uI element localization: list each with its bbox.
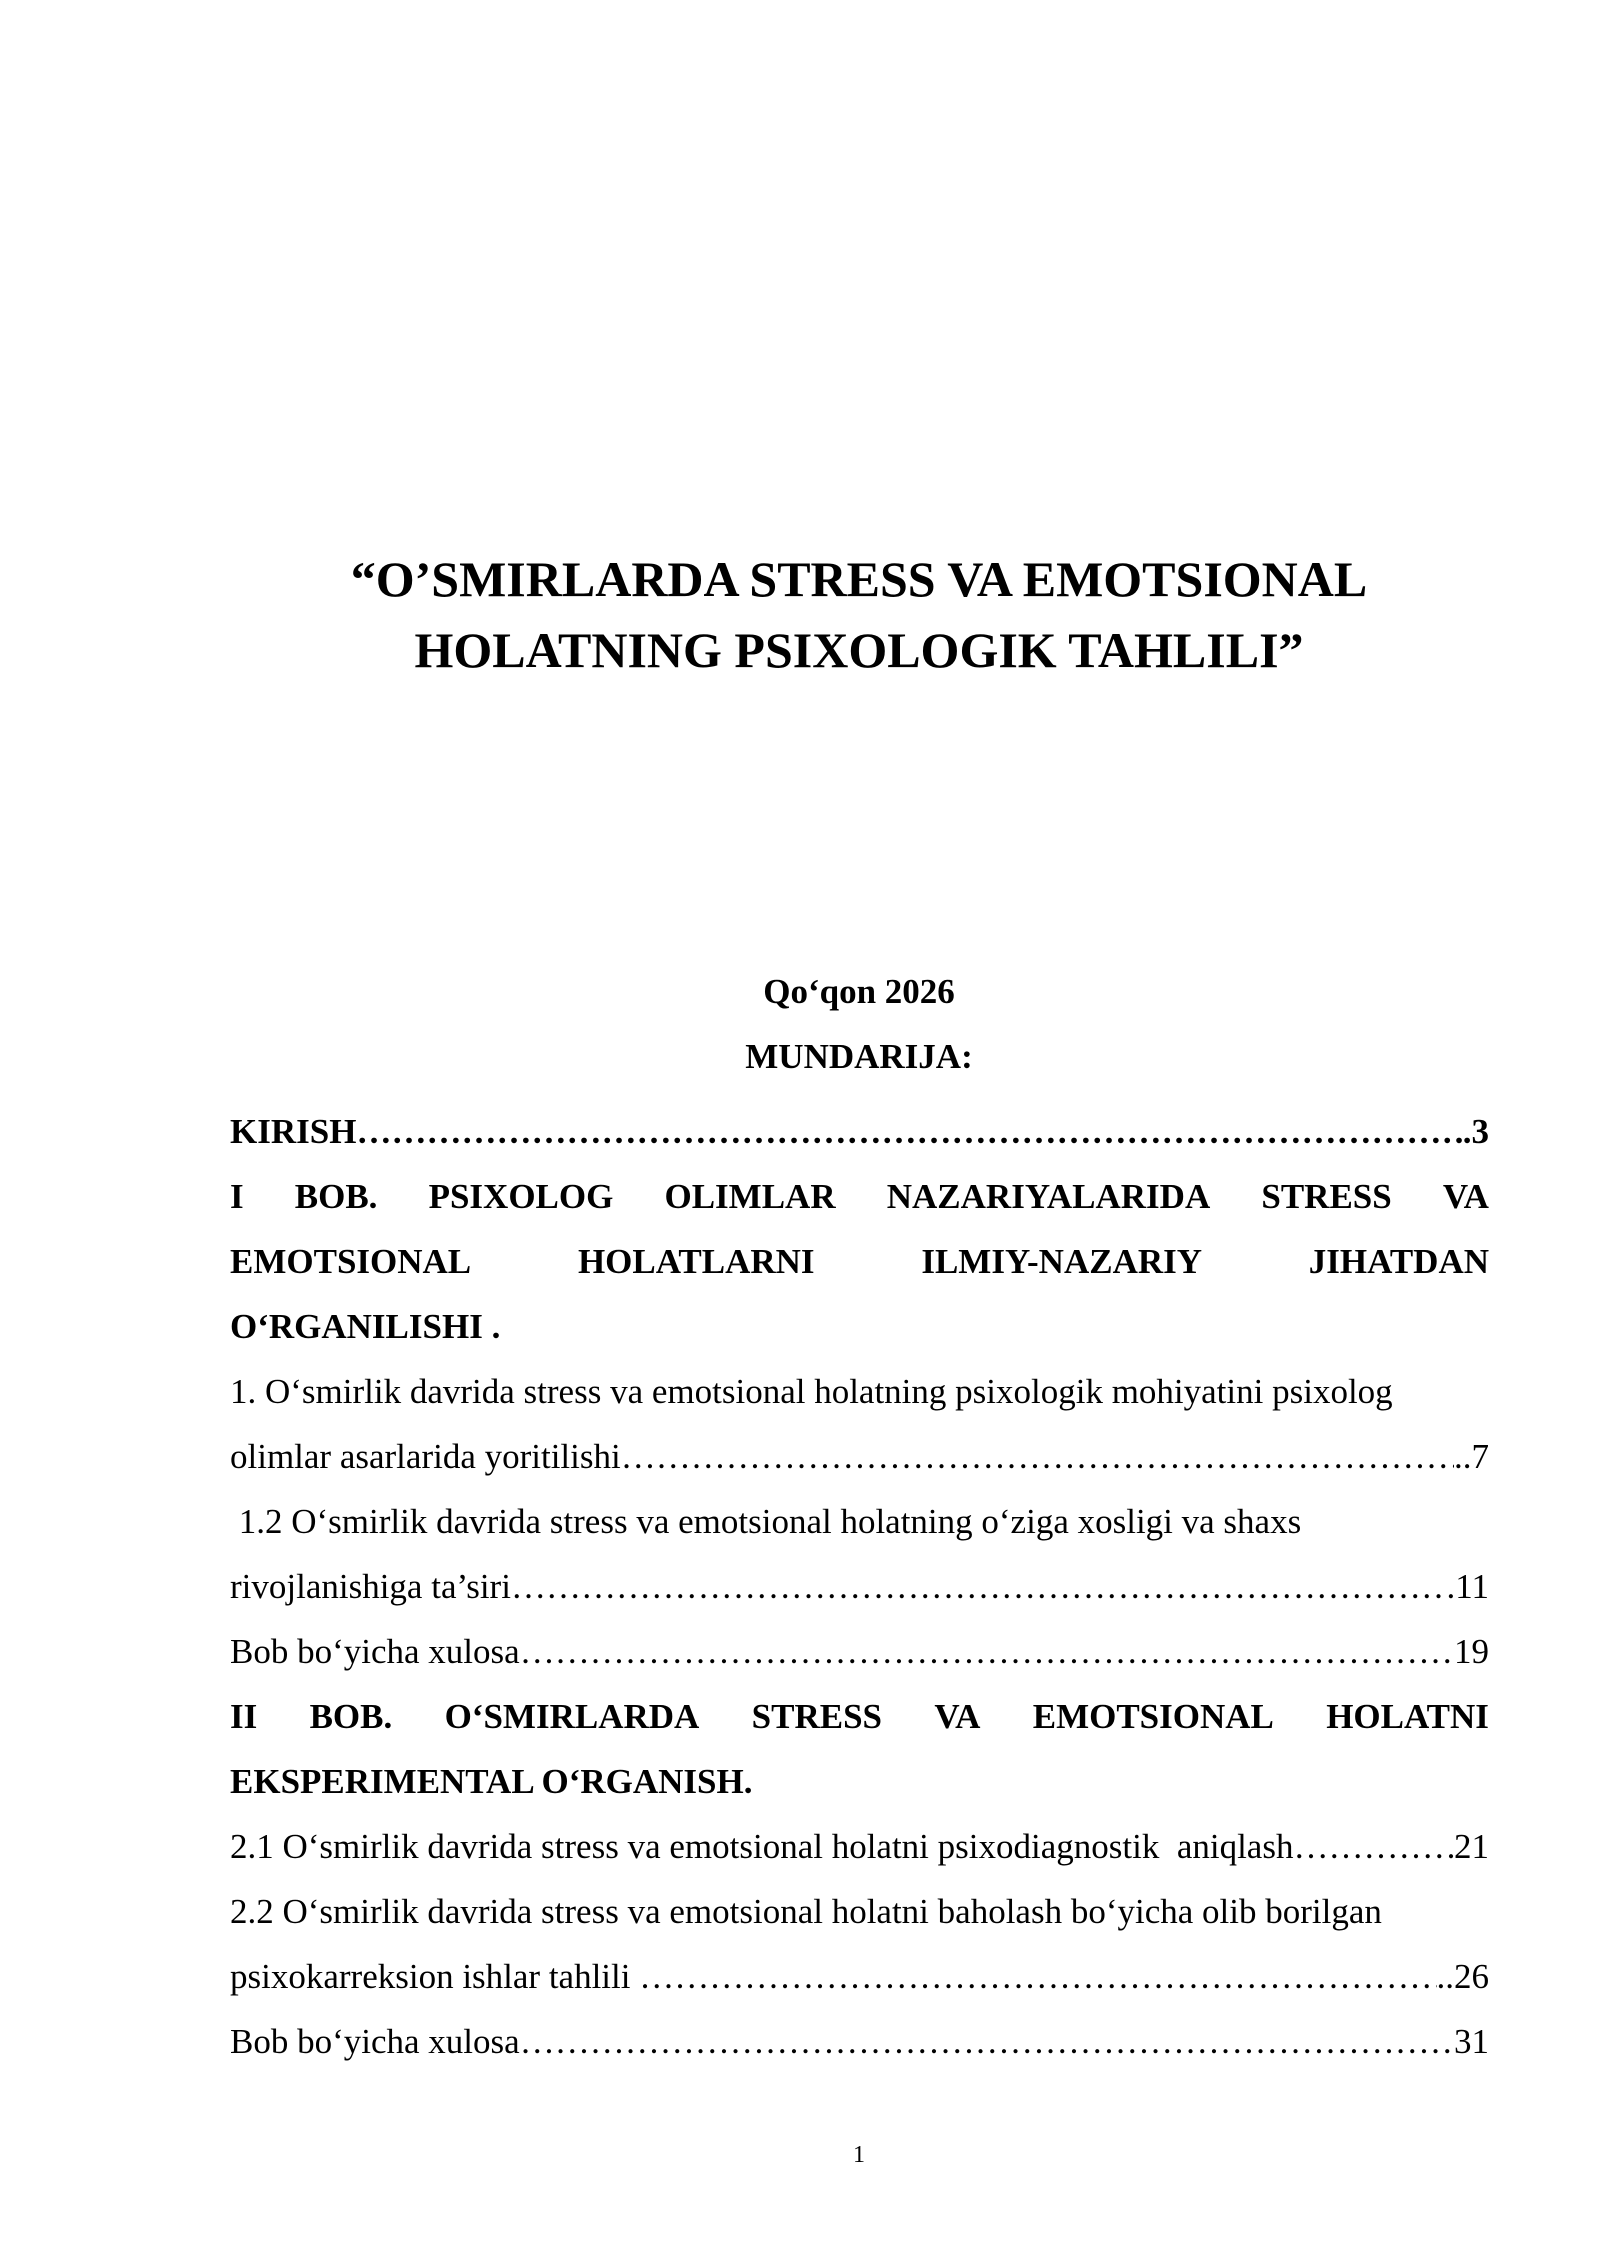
- toc-word: O‘SMIRLARDA: [444, 1697, 700, 1736]
- toc-page-number: 31: [1454, 2022, 1489, 2061]
- toc-section-1-2-line-1: 1.2 O‘smirlik davrida stress va emotsional holatning o‘ziga xosligi va shaxs: [230, 1502, 1302, 1541]
- toc-chapter-1-line-1: [230, 1164, 1489, 1229]
- toc-section-2-1: [230, 1814, 1489, 1879]
- toc-word: BOB.: [309, 1697, 393, 1736]
- toc-label: KIRISH: [230, 1112, 357, 1151]
- title-line-1: “O’SMIRLARDA STRESS VA EMOTSIONAL: [350, 551, 1368, 607]
- title-line-2: HOLATNING PSIXOLOGIK TAHLILI”: [414, 622, 1304, 678]
- toc-word: VA: [1442, 1177, 1489, 1216]
- toc-label: olimlar asarlarida yoritilishi: [230, 1437, 621, 1476]
- table-of-contents: [230, 1099, 1489, 2074]
- toc-word: JIHATDAN: [1308, 1242, 1489, 1281]
- toc-word: BOB.: [294, 1177, 378, 1216]
- toc-word: NAZARIYALARIDA: [886, 1177, 1211, 1216]
- toc-section-1-1-line-1: 1. O‘smirlik davrida stress va emotsional holatning psixologik mohiyatini psixolog: [230, 1372, 1393, 1411]
- dot-leader: [356, 1099, 1462, 1164]
- toc-word: ILMIY-NAZARIY: [921, 1242, 1203, 1281]
- toc-word: OLIMLAR: [664, 1177, 836, 1216]
- dot-leader: [511, 1554, 1447, 1619]
- toc-label: psixokarreksion ishlar tahlili: [230, 1957, 640, 1996]
- dot-leader: [520, 1619, 1454, 1684]
- toc-word: PSIXOLOG: [428, 1177, 614, 1216]
- dot-leader: [639, 1944, 1436, 2009]
- toc-word: II: [230, 1697, 258, 1736]
- toc-word: VA: [934, 1697, 981, 1736]
- toc-heading: MUNDARIJA:: [745, 1037, 973, 1076]
- toc-word: EMOTSIONAL: [1032, 1697, 1274, 1736]
- document-title: [0, 544, 1600, 686]
- toc-section-1-1-line-2: [230, 1424, 1489, 1489]
- toc-label: Bob bo‘yicha xulosa: [230, 1632, 520, 1671]
- dot-leader: [621, 1424, 1454, 1489]
- toc-page-number: .11: [1446, 1567, 1489, 1606]
- toc-word: HOLATLARNI: [577, 1242, 815, 1281]
- toc-label: 2.1 O‘smirlik davrida stress va emotsional holatni psixodiagnostik aniqlash: [230, 1827, 1294, 1866]
- toc-chapter-2-line-1: [230, 1684, 1489, 1749]
- toc-section-1-2-line-2: [230, 1554, 1489, 1619]
- toc-section-2-2-line-2: [230, 1944, 1489, 2009]
- dot-leader: [520, 2009, 1454, 2074]
- toc-page-number: 21: [1454, 1827, 1489, 1866]
- toc-word: STRESS: [751, 1697, 883, 1736]
- toc-page-number: 19: [1454, 1632, 1489, 1671]
- place-year: Qo‘qon 2026: [763, 972, 955, 1011]
- toc-chapter-1-line-2: [230, 1229, 1489, 1294]
- toc-word: EMOTSIONAL: [230, 1242, 472, 1281]
- toc-label: Bob bo‘yicha xulosa: [230, 2022, 520, 2061]
- toc-chapter-2-line-2: EKSPERIMENTAL O‘RGANISH.: [230, 1762, 753, 1801]
- toc-section-2-2-line-1: 2.2 O‘smirlik davrida stress va emotsional holatni baholash bo‘yicha olib borilgan: [230, 1892, 1382, 1931]
- toc-page-number: .3: [1462, 1112, 1489, 1151]
- toc-conclusion-1: [230, 1619, 1489, 1684]
- toc-conclusion-2: [230, 2009, 1489, 2074]
- toc-page-number: ..26: [1436, 1957, 1489, 1996]
- toc-word: HOLATNI: [1326, 1697, 1489, 1736]
- toc-chapter-1-line-3: O‘RGANILISHI .: [230, 1307, 501, 1346]
- toc-word: STRESS: [1261, 1177, 1392, 1216]
- toc-entry-kirish: [230, 1099, 1489, 1164]
- dot-leader: [1293, 1814, 1454, 1879]
- toc-page-number: ..7: [1454, 1437, 1489, 1476]
- page-number: 1: [853, 2142, 865, 2168]
- toc-label: rivojlanishiga ta’siri: [230, 1567, 511, 1606]
- toc-word: I: [230, 1177, 244, 1216]
